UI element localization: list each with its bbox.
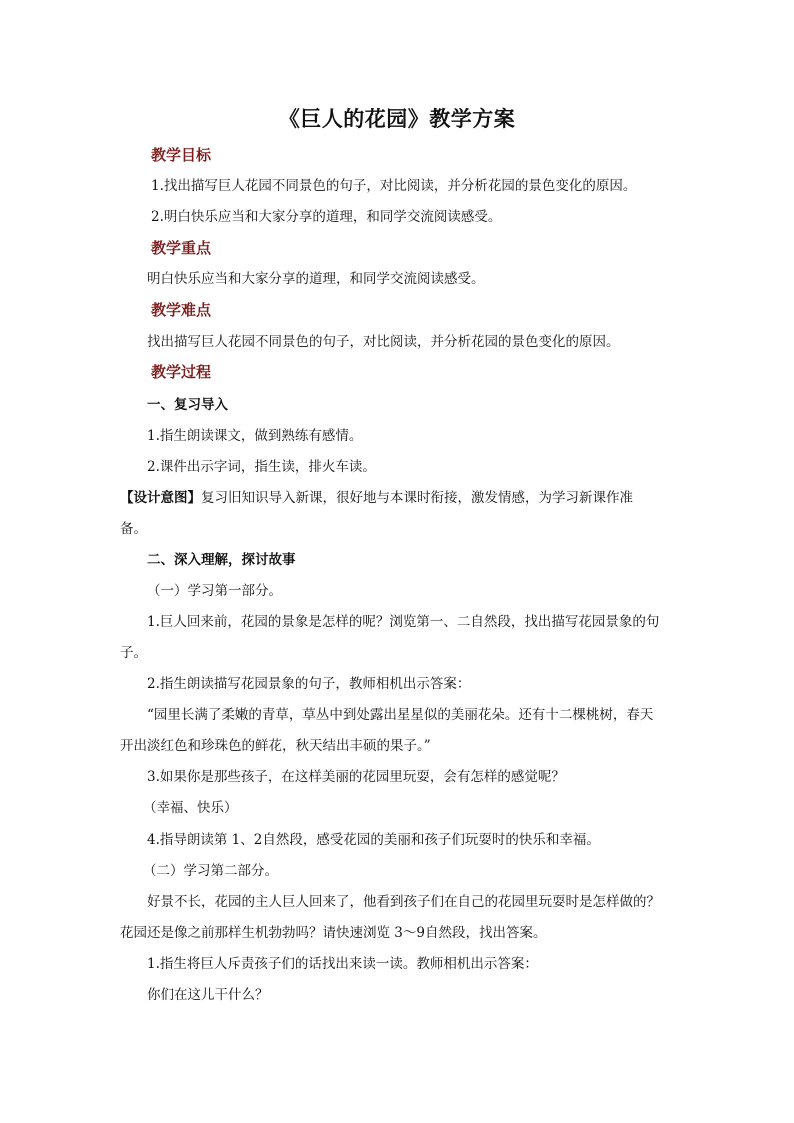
quote-line-1: “园里长满了柔嫩的青草，草丛中到处露出星星似的美丽花朵。还有十二棵桃树，春天 [147,707,654,723]
part1-q1-line-2: 子。 [120,645,147,661]
page-title: 《巨人的花园》教学方案 [278,106,516,131]
heading-teaching-process: 教学过程 [151,363,212,381]
key-text: 明白快乐应当和大家分享的道理，和同学交流阅读感受。 [147,271,485,287]
design-intent-text: 复习旧知识导入新课，很好地与本课时衔接，激发情感，为学习新课作准 [201,490,633,506]
part1-q3: 3.如果你是那些孩子，在这样美丽的花园里玩耍，会有怎样的感觉呢？ [147,769,565,785]
section1-item-2: 2.课件出示字词，指生读，排火车读。 [147,459,376,475]
heading-teaching-goal: 教学目标 [151,146,212,164]
design-intent-line-1 [120,488,633,508]
quote-line-2: 开出淡红色和珍珠色的鲜花，秋天结出丰硕的果子。” [120,738,431,754]
part2-q1-answer: 你们在这儿干什么？ [147,987,269,1003]
goal-item-1: 1.找出描写巨人花园不同景色的句子，对比阅读，并分析花园的景色变化的原因。 [151,178,637,194]
section1-heading: 一、复习导入 [147,397,228,413]
section2-heading: 二、深入理解，探讨故事 [147,552,296,568]
heading-teaching-difficult: 教学难点 [151,301,212,319]
section2-part1: （一）学习第一部分。 [147,583,282,599]
part2-intro-line-1: 好景不长，花园的主人巨人回来了，他看到孩子们在自己的花园里玩耍时是怎样做的？ [147,894,660,910]
design-intent-label: 【设计意图】 [120,490,201,506]
part1-q1-line-1: 1.巨人回来前，花园的景象是怎样的呢？浏览第一、二自然段，找出描写花园景象的句 [147,614,660,630]
part2-intro-line-2: 花园还是像之前那样生机勃勃吗？请快速浏览 3～9自然段，找出答案。 [120,925,547,941]
part2-q1: 1.指生将巨人斥责孩子们的话找出来读一读。教师相机出示答案： [147,956,538,972]
section2-part2: （二）学习第二部分。 [143,863,278,879]
section1-item-1: 1.指生朗读课文，做到熟练有感情。 [147,428,363,444]
part1-q4: 4.指导朗读第 1、2自然段，感受花园的美丽和孩子们玩耍时的快乐和幸福。 [147,832,600,848]
goal-item-2: 2.明白快乐应当和大家分享的道理，和同学交流阅读感受。 [151,209,502,225]
part1-q2: 2.指生朗读描写花园景象的句子，教师相机出示答案： [147,676,471,692]
design-intent-line-2: 备。 [120,521,147,537]
difficult-text: 找出描写巨人花园不同景色的句子，对比阅读，并分析花园的景色变化的原因。 [147,334,620,350]
part1-a3: （幸福、快乐） [143,800,238,816]
heading-teaching-key: 教学重点 [151,239,212,257]
